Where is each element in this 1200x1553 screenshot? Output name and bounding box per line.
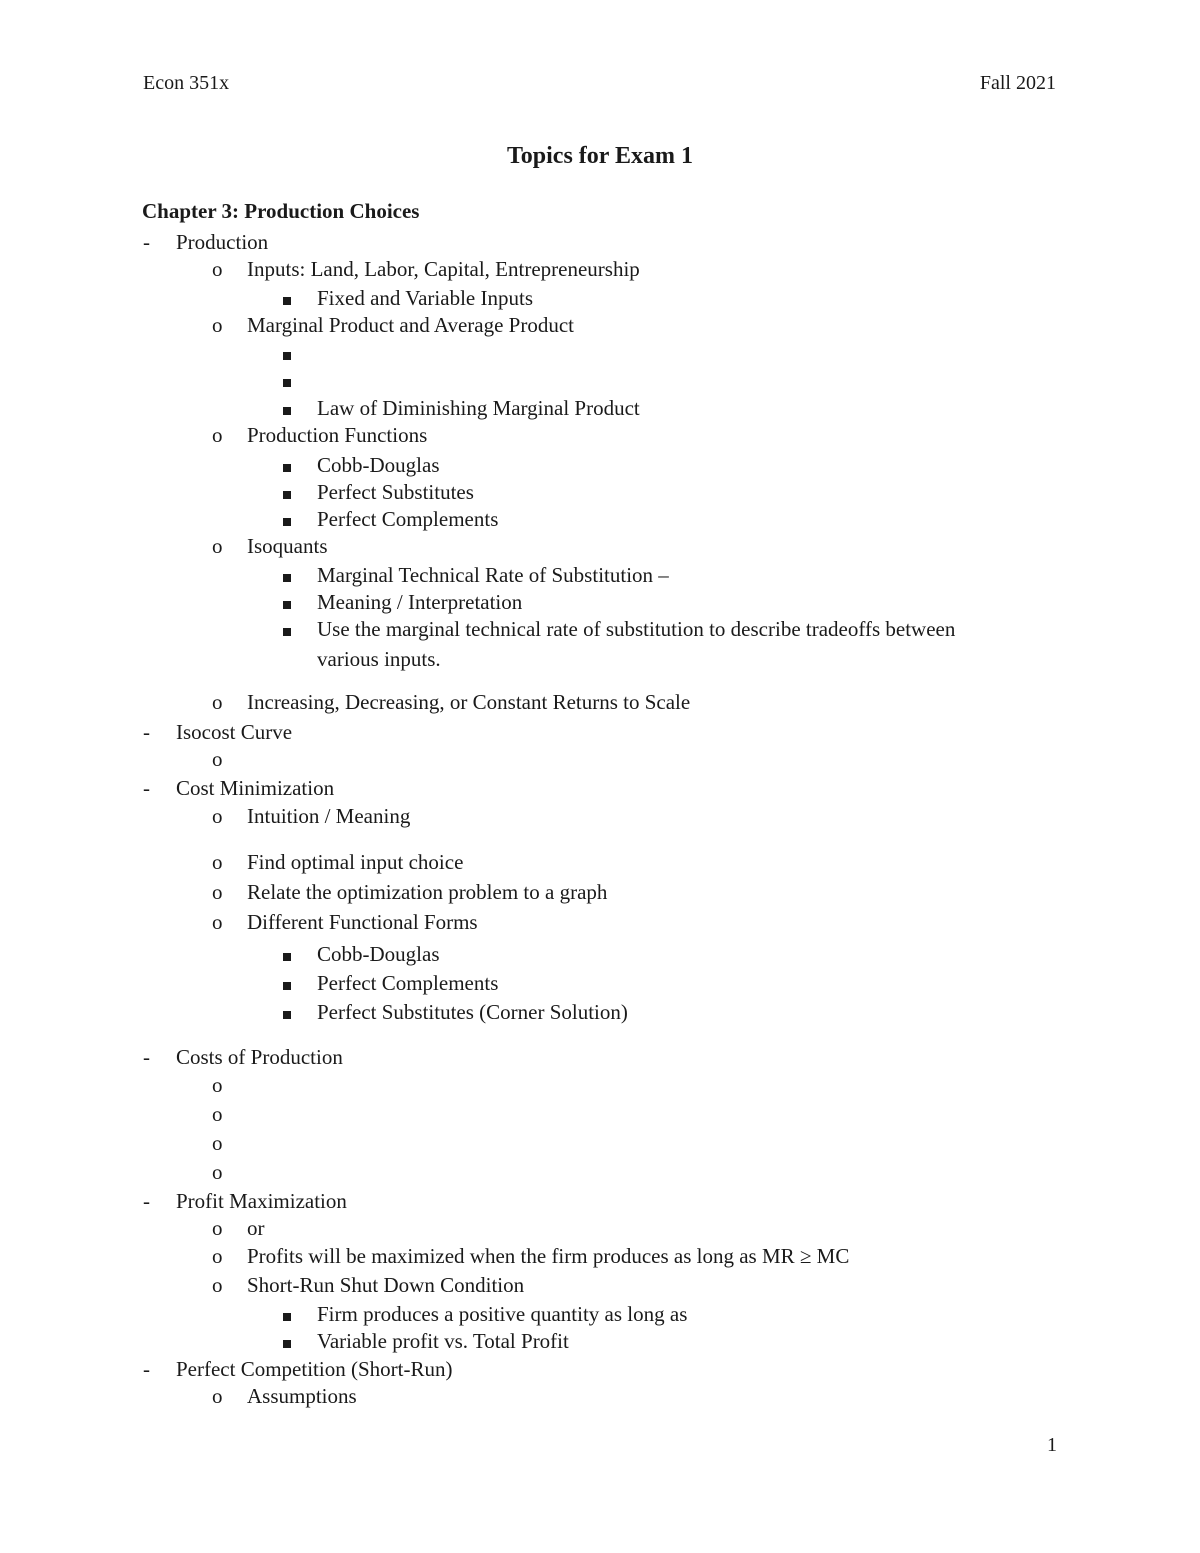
outline-item-level-1: Costs of Production (176, 1045, 343, 1069)
circle-bullet: o (212, 690, 223, 714)
dash-bullet: - (143, 1045, 150, 1069)
outline-item-level-3: Meaning / Interpretation (317, 590, 523, 614)
outline-item-level-3: Perfect Substitutes (Corner Solution) (317, 1000, 628, 1024)
square-bullet-icon (283, 590, 291, 614)
square-bullet-icon (283, 453, 291, 477)
dash-bullet: - (143, 776, 150, 800)
outline-item-level-3: Marginal Technical Rate of Substitution – (317, 563, 669, 587)
outline-item-level-3: Use the marginal technical rate of substitution to describe tradeoffs between (317, 617, 956, 641)
outline-item-continuation: various inputs. (317, 647, 441, 671)
circle-bullet: o (212, 1216, 223, 1240)
outline-item-level-2: Assumptions (247, 1384, 357, 1408)
outline-item-level-2: Inputs: Land, Labor, Capital, Entrepreneurship (247, 257, 640, 281)
circle-bullet: o (212, 257, 223, 281)
circle-bullet: o (212, 1160, 223, 1184)
circle-bullet: o (212, 910, 223, 934)
square-bullet-icon (283, 286, 291, 310)
outline-item-level-3: Perfect Complements (317, 507, 499, 531)
chapter-heading: Chapter 3: Production Choices (142, 199, 420, 223)
outline-item-level-2: Isoquants (247, 534, 328, 558)
circle-bullet: o (212, 747, 223, 771)
outline-item-level-2: Profits will be maximized when the firm produces as long as MR ≥ MC (247, 1244, 850, 1268)
outline-item-level-3: Perfect Complements (317, 971, 499, 995)
outline-item-level-3: Variable profit vs. Total Profit (317, 1329, 569, 1353)
square-bullet-icon (283, 507, 291, 531)
outline-item-level-1: Perfect Competition (Short-Run) (176, 1357, 453, 1381)
circle-bullet: o (212, 850, 223, 874)
circle-bullet: o (212, 804, 223, 828)
outline-item-level-1: Profit Maximization (176, 1189, 347, 1213)
page-title: Topics for Exam 1 (506, 143, 694, 169)
outline-item-level-2: Short-Run Shut Down Condition (247, 1273, 525, 1297)
square-bullet-icon (283, 1302, 291, 1326)
outline-item-level-1: Isocost Curve (176, 720, 293, 744)
circle-bullet: o (212, 1131, 223, 1155)
outline-item-level-3: Fixed and Variable Inputs (317, 286, 533, 310)
square-bullet-icon (283, 396, 291, 420)
circle-bullet: o (212, 1102, 223, 1126)
circle-bullet: o (212, 534, 223, 558)
outline-item-level-2: Marginal Product and Average Product (247, 313, 574, 337)
square-bullet-icon (283, 971, 291, 995)
outline-item-level-2: Increasing, Decreasing, or Constant Returns to Scale (247, 690, 691, 714)
outline-item-level-3: Law of Diminishing Marginal Product (317, 396, 640, 420)
square-bullet-icon (283, 942, 291, 966)
outline-item-level-3: Firm produces a positive quantity as long as (317, 1302, 688, 1326)
square-bullet-icon (283, 1000, 291, 1024)
circle-bullet: o (212, 423, 223, 447)
square-bullet-icon (283, 480, 291, 504)
square-bullet-icon (283, 341, 291, 365)
page-number: 1 (1047, 1434, 1057, 1456)
outline-item-level-1: Cost Minimization (176, 776, 335, 800)
circle-bullet: o (212, 880, 223, 904)
square-bullet-icon (283, 617, 291, 641)
square-bullet-icon (283, 368, 291, 392)
dash-bullet: - (143, 720, 150, 744)
dash-bullet: - (143, 230, 150, 254)
outline-item-level-1: Production (176, 230, 269, 254)
circle-bullet: o (212, 1384, 223, 1408)
outline-item-level-2: Production Functions (247, 423, 428, 447)
header-term: Fall 2021 (979, 72, 1056, 94)
outline-item-level-3: Cobb-Douglas (317, 453, 440, 477)
square-bullet-icon (283, 1329, 291, 1353)
outline-item-level-2: Intuition / Meaning (247, 804, 411, 828)
circle-bullet: o (212, 313, 223, 337)
outline-item-level-2: Relate the optimization problem to a graph (247, 880, 608, 904)
square-bullet-icon (283, 563, 291, 587)
outline-item-level-2: Find optimal input choice (247, 850, 464, 874)
outline-item-level-3: Perfect Substitutes (317, 480, 474, 504)
circle-bullet: o (212, 1073, 223, 1097)
outline-item-level-2: Different Functional Forms (247, 910, 478, 934)
dash-bullet: - (143, 1189, 150, 1213)
dash-bullet: - (143, 1357, 150, 1381)
outline-item-level-2: or (247, 1216, 265, 1240)
header-course: Econ 351x (143, 72, 230, 94)
circle-bullet: o (212, 1244, 223, 1268)
circle-bullet: o (212, 1273, 223, 1297)
outline-item-level-3: Cobb-Douglas (317, 942, 440, 966)
